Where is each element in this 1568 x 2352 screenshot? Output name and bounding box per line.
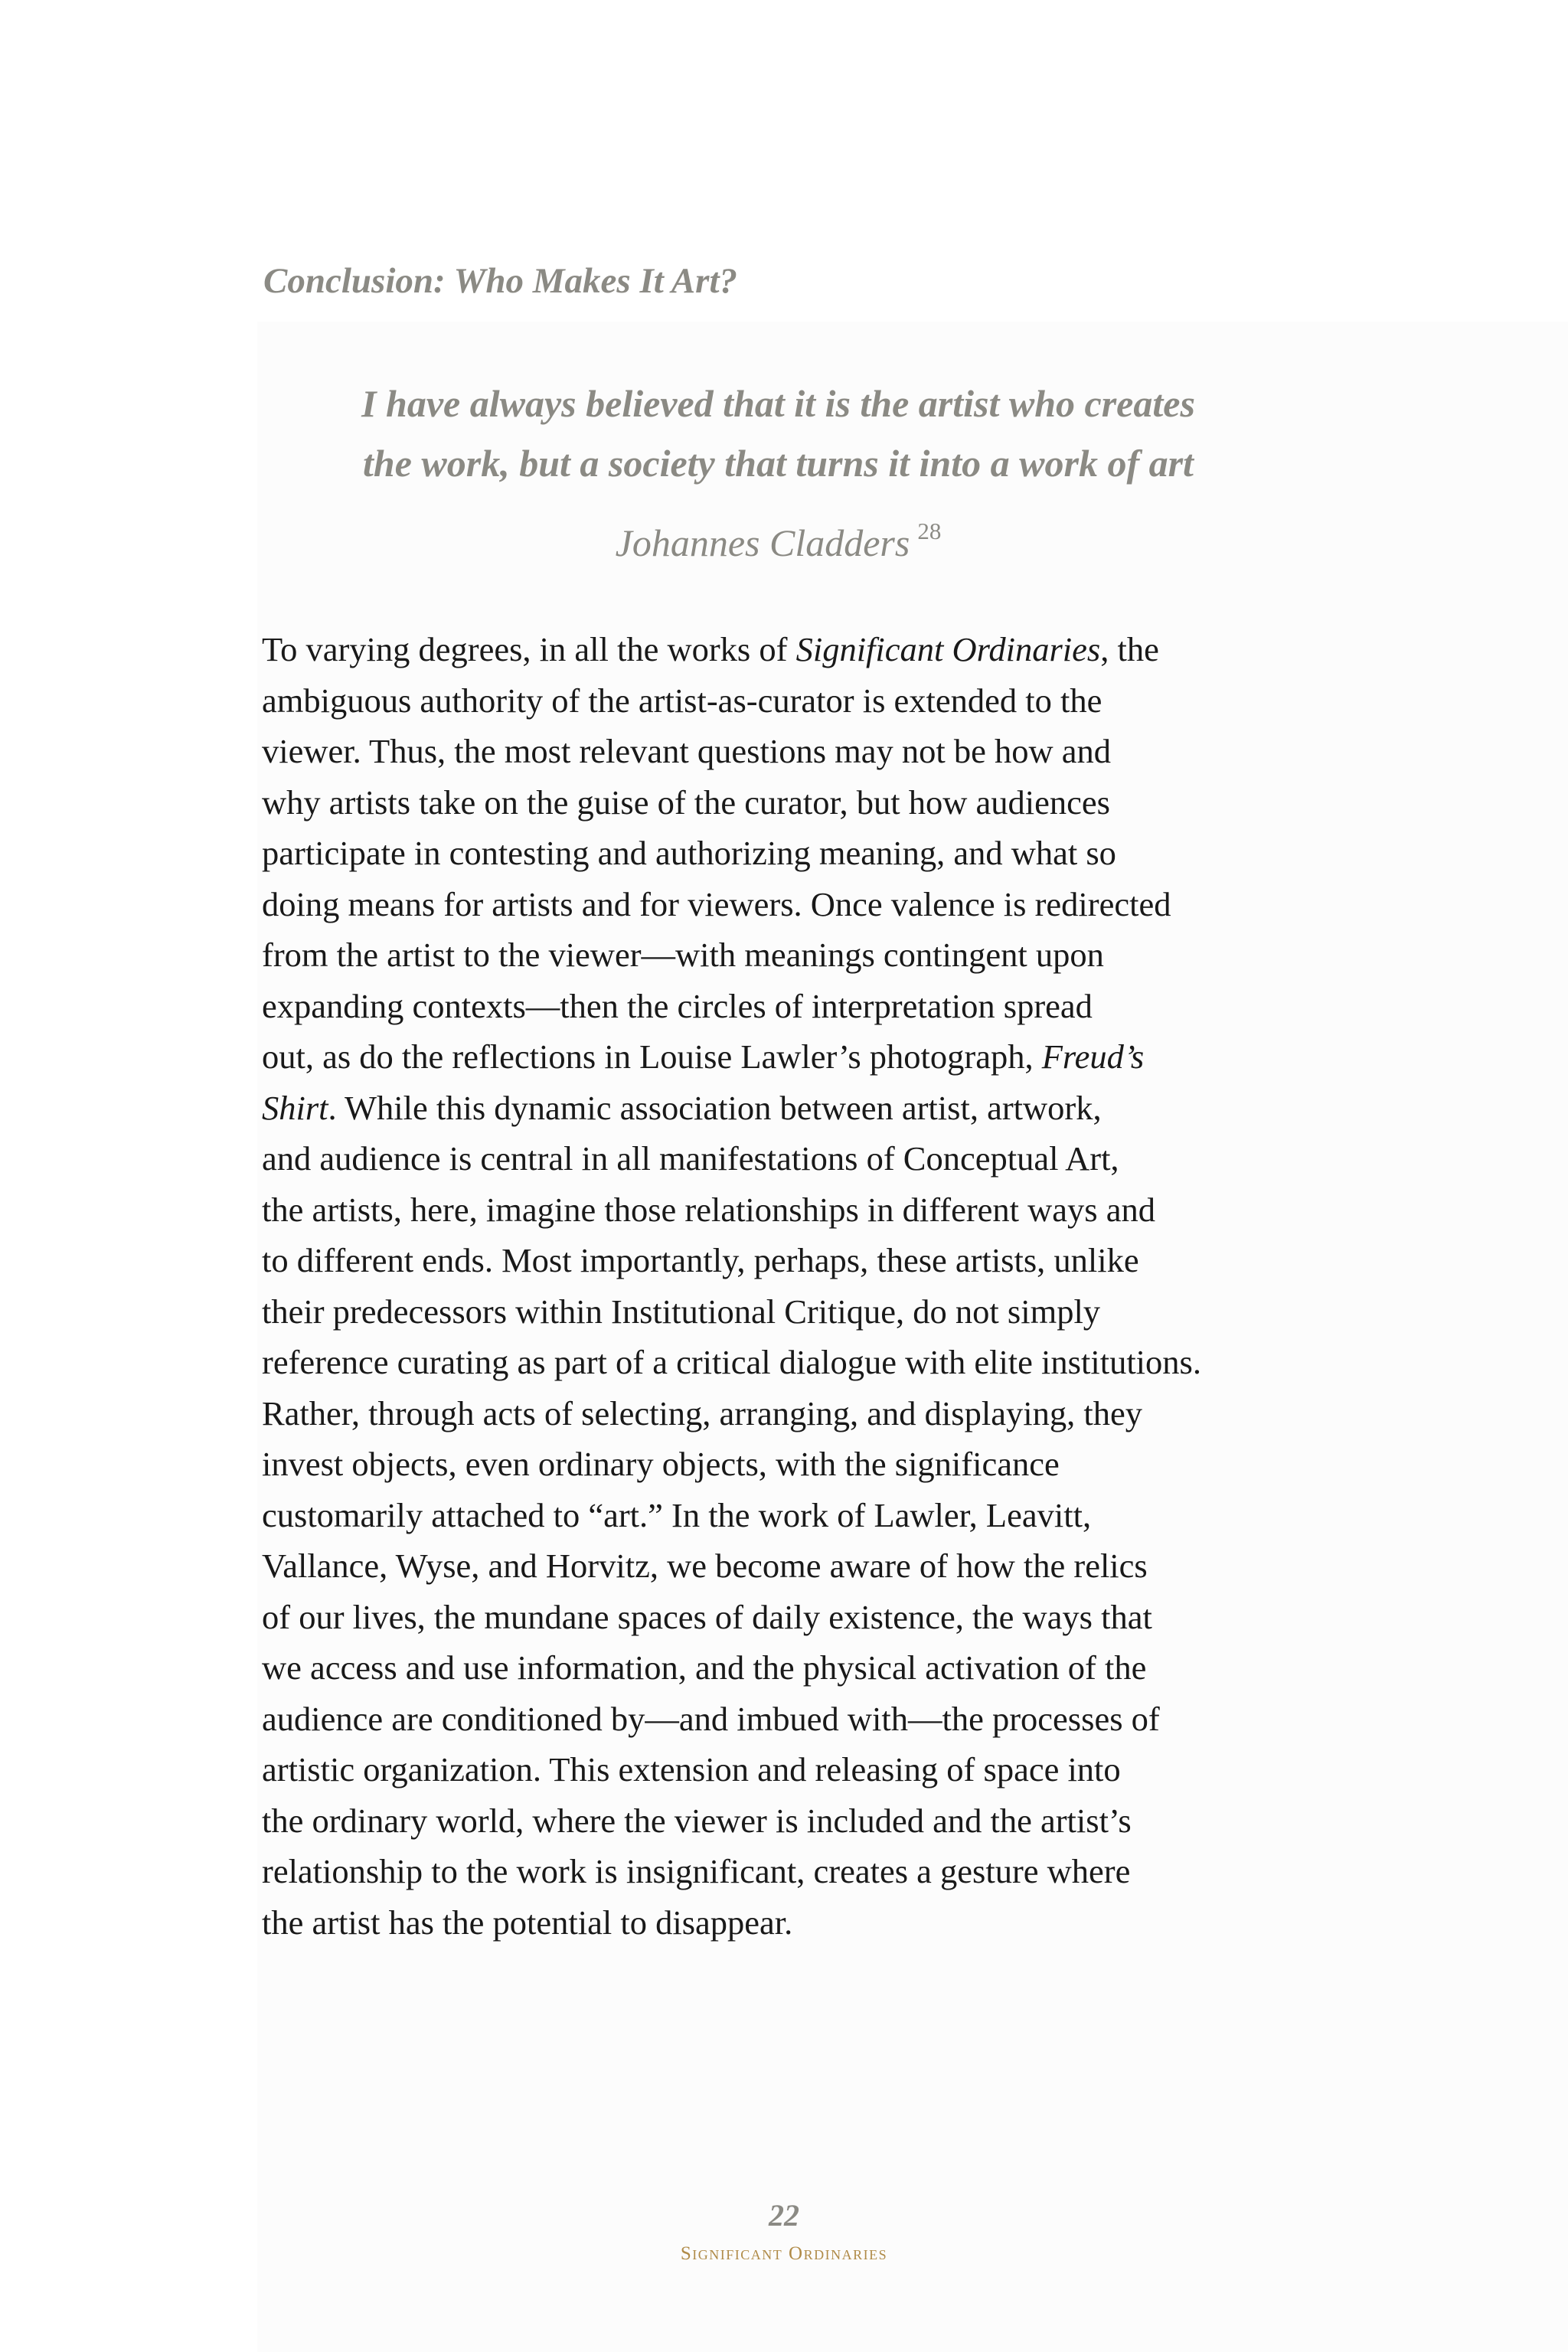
- body-text-run: of our lives, the mundane spaces of daily existence, the ways that: [262, 1597, 1152, 1636]
- body-line: [262, 624, 1311, 675]
- body-line: [262, 1490, 1311, 1541]
- body-text-run: out, as do the reflections in Louise Lawler’s photograph,: [262, 1037, 1042, 1076]
- body-text-run: why artists take on the guise of the curator, but how audiences: [262, 782, 1110, 822]
- body-line: [262, 879, 1311, 930]
- body-text-run: ambiguous authority of the artist-as-curator is extended to the: [262, 681, 1102, 720]
- italic-title: Shirt: [262, 1088, 328, 1127]
- body-text-run: the artists, here, imagine those relationships in different ways and: [262, 1190, 1155, 1229]
- body-line: [262, 1184, 1311, 1236]
- body-text-run: expanding contexts—then the circles of interpretation spread: [262, 986, 1093, 1025]
- body-line: [262, 1439, 1311, 1490]
- body-line: [262, 1897, 1311, 1949]
- body-line: [262, 726, 1311, 777]
- body-text-run: customarily attached to “art.” In the work of Lawler, Leavitt,: [262, 1495, 1092, 1534]
- body-text-run: we access and use information, and the physical activation of the: [262, 1648, 1147, 1687]
- body-line: [262, 1286, 1311, 1338]
- body-text-run: Rather, through acts of selecting, arranging, and displaying, they: [262, 1393, 1142, 1432]
- body-text-run: invest objects, even ordinary objects, with the significance: [262, 1445, 1060, 1483]
- italic-title: Significant Ordinaries: [795, 630, 1101, 668]
- body-text-run: , the: [1100, 630, 1159, 668]
- body-line: [262, 1235, 1311, 1286]
- body-line: [262, 1540, 1311, 1592]
- italic-title: Freud’s: [1041, 1037, 1145, 1076]
- body-text-run: audience are conditioned by—and imbued with—the processes of: [262, 1699, 1160, 1738]
- body-text-run: relationship to the work is insignificant, creates a gesture where: [262, 1852, 1131, 1890]
- body-line: [262, 1031, 1311, 1083]
- body-line: [262, 981, 1311, 1032]
- body-text-run: the artist has the potential to disappear.: [262, 1903, 793, 1942]
- body-text-run: reference curating as part of a critical dialogue with elite institutions.: [262, 1343, 1201, 1381]
- body-line: [262, 1694, 1311, 1745]
- body-line: [262, 1846, 1311, 1897]
- body-line: [262, 1744, 1311, 1795]
- body-text-run: to different ends. Most importantly, perhaps, these artists, unlike: [262, 1241, 1139, 1279]
- body-line: [262, 1133, 1311, 1184]
- epigraph-quote: [263, 374, 1293, 493]
- body-line: [262, 1337, 1311, 1388]
- page-number: 22: [769, 2198, 799, 2233]
- body-text-run: participate in contesting and authorizing meaning, and what so: [262, 834, 1116, 872]
- body-line: [262, 828, 1311, 879]
- running-footer-title: Significant Ordinaries: [680, 2243, 888, 2264]
- body-line: [262, 1642, 1311, 1694]
- body-line: [262, 1083, 1311, 1134]
- body-line: [262, 1388, 1311, 1439]
- attribution-name: Johannes Cladders: [615, 521, 910, 564]
- body-text-run: To varying degrees, in all the works of: [262, 630, 796, 668]
- body-line: [262, 1592, 1311, 1643]
- epigraph-line: the work, but a society that turns it into a work of art: [363, 442, 1194, 485]
- body-text-run: artistic organization. This extension and releasing of space into: [262, 1750, 1121, 1788]
- body-text-run: from the artist to the viewer—with meanings contingent upon: [262, 936, 1104, 974]
- body-text-run: their predecessors within Institutional Critique, do not simply: [262, 1292, 1101, 1331]
- epigraph-attribution: [263, 518, 1293, 565]
- body-line: [262, 675, 1311, 727]
- body-text-run: . While this dynamic association between artist, artwork,: [328, 1088, 1102, 1127]
- body-text-run: doing means for artists and for viewers. Once valence is redirected: [262, 884, 1171, 923]
- body-text-run: and audience is central in all manifestations of Conceptual Art,: [262, 1139, 1119, 1178]
- body-text-run: Vallance, Wyse, and Horvitz, we become aware of how the relics: [262, 1547, 1148, 1585]
- epigraph-line: I have always believed that it is the artist who creates: [361, 382, 1195, 425]
- body-line: [262, 929, 1311, 981]
- body-line: [262, 777, 1311, 828]
- body-line: [262, 1795, 1311, 1847]
- section-title: Conclusion: Who Makes It Art?: [263, 261, 738, 301]
- body-text-run: the ordinary world, where the viewer is included and the artist’s: [262, 1801, 1132, 1840]
- footnote-marker: 28: [917, 518, 942, 544]
- body-paragraph: [262, 624, 1311, 1948]
- body-text-run: viewer. Thus, the most relevant questions may not be how and: [262, 732, 1112, 770]
